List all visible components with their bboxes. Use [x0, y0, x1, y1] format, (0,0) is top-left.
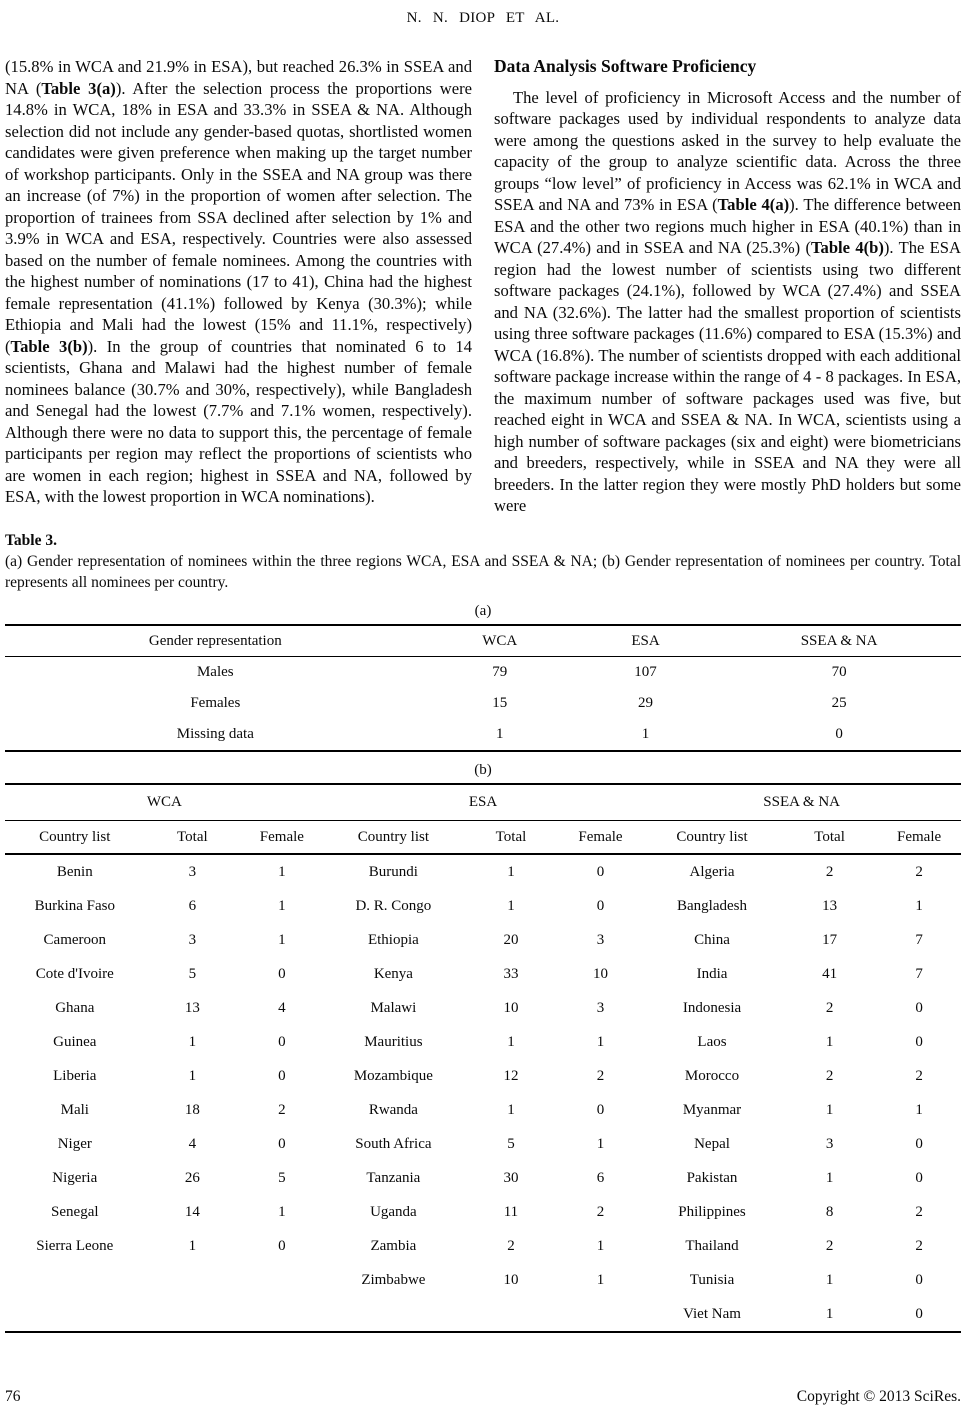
table3b-region-cell: WCA — [146, 793, 182, 810]
table3b-cell: Pakistan — [686, 1169, 738, 1186]
left-column-paragraph — [5, 56, 472, 508]
table3b-cell: 2 — [825, 999, 834, 1016]
table3b-subheader-cell: Country list — [357, 828, 430, 845]
table3b-cell: Sierra Leone — [36, 1237, 114, 1254]
table3b-cell: 7 — [915, 931, 923, 948]
table3b-cell: Benin — [56, 863, 93, 880]
table3b-cell: South Africa — [355, 1135, 432, 1152]
table3b-cell: 1 — [507, 1101, 515, 1118]
bold-text-run: Table 3(b) — [10, 336, 88, 356]
table3b-cell: 3 — [188, 931, 197, 948]
table3b-cell: Liberia — [53, 1067, 97, 1084]
table3b-cell: Zambia — [370, 1237, 417, 1254]
table3b-cell: 1 — [278, 931, 286, 948]
table3b-cell: 0 — [596, 897, 605, 914]
table3b-row — [5, 991, 961, 1025]
table3a-cell: 107 — [634, 663, 657, 680]
table3a — [5, 624, 961, 752]
table3b-subheader-cell: Female — [259, 828, 304, 845]
table3b-cell — [5, 1297, 145, 1331]
table3b-cell: 2 — [825, 863, 834, 880]
table3b-cell: Mozambique — [353, 1067, 433, 1084]
table3b-cell: 0 — [915, 1135, 923, 1152]
table3b-cell: 0 — [278, 965, 286, 982]
table3b-cell: 1 — [188, 1033, 197, 1050]
table3b-region-header — [5, 785, 961, 821]
table3a-header-cell: WCA — [482, 632, 518, 649]
table3b-cell: Zimbabwe — [361, 1271, 426, 1288]
table3b-cell: 1 — [825, 1101, 834, 1118]
table3b-cell: Cameroon — [43, 931, 107, 948]
table3b-cell: 3 — [596, 931, 605, 948]
table3b-cell: Mauritius — [364, 1033, 423, 1050]
table3b-cell: 4 — [188, 1135, 197, 1152]
table3b-cell: Ghana — [55, 999, 95, 1016]
copyright-notice: Copyright © 2013 SciRes. — [796, 1388, 961, 1405]
table3b-cell: Laos — [697, 1033, 727, 1050]
table3b-row — [5, 1195, 961, 1229]
table3b-cell: 20 — [503, 931, 519, 948]
text-run: ). The ESA region had the lowest number of scientists using two different software packages (24.1%), followed by WCA (27.4%) and SSEA and NA (32.6%). The latter had the smallest proportion of scientists using three software packages (11.6%) compared to ESA (15.3%) and WCA (16.8%). The number of scientists dropped with each additional software package increase within the range of 4 - 8 packages. In ESA, the maximum number of software packages used was five, but reached eight in WCA and SSEA & NA. In WCA, scientists using a high number of software packages (six and eight) were biometricians and breeders, respectively, while in SSEA and NA they were all breeders. In the latter region they were mostly PhD holders but some were — [494, 238, 961, 515]
table3b-cell: India — [696, 965, 728, 982]
running-head: N. N. DIOP ET AL. — [406, 10, 560, 26]
table3b-cell — [463, 1297, 559, 1331]
table3a-header-cell: SSEA & NA — [800, 632, 878, 649]
table3b-cell: 0 — [915, 1305, 923, 1322]
table3b-row — [5, 1093, 961, 1127]
table3b-cell: 1 — [825, 1305, 834, 1322]
table3b-cell: Tanzania — [366, 1169, 421, 1186]
table3b-cell: Senegal — [51, 1203, 99, 1220]
table3b-cell: 1 — [188, 1237, 197, 1254]
table3b-cell — [240, 1297, 323, 1331]
table3b-cell: 10 — [503, 1271, 519, 1288]
table3b-cell: 1 — [507, 897, 515, 914]
table3b-cell: Myanmar — [682, 1101, 742, 1118]
table3b-row — [5, 1263, 961, 1297]
table3b-cell: 1 — [278, 897, 286, 914]
table3b-cell: 0 — [915, 999, 923, 1016]
table3b-cell: 5 — [278, 1169, 286, 1186]
table3b-subheader-cell: Female — [897, 828, 942, 845]
table3b-cell: 4 — [278, 999, 286, 1016]
table3b — [5, 783, 961, 1333]
table3b-cell: 2 — [825, 1237, 834, 1254]
table3b-cell: Guinea — [53, 1033, 97, 1050]
table3b-cell: 2 — [596, 1067, 605, 1084]
table3b-cell: 2 — [596, 1203, 605, 1220]
table3b-cell: Tunisia — [689, 1271, 735, 1288]
table3b-cell: Cote d'Ivoire — [35, 965, 114, 982]
table3b-subheader-cell: Country list — [676, 828, 748, 845]
table3b-row — [5, 957, 961, 991]
table3b-cell: 2 — [507, 1237, 515, 1254]
table3b-cell: 0 — [278, 1237, 286, 1254]
table3b-row — [5, 1025, 961, 1059]
body-columns — [5, 56, 961, 517]
table3b-cell — [5, 1263, 145, 1297]
table3b-cell: 0 — [915, 1271, 923, 1288]
page-number: 76 — [5, 1388, 21, 1405]
table3b-cell: 41 — [822, 965, 838, 982]
table3b-cell: 1 — [596, 1033, 605, 1050]
table3b-cell: 3 — [596, 999, 605, 1016]
table3b-cell: Indonesia — [682, 999, 742, 1016]
table3b-cell: 26 — [184, 1169, 200, 1186]
table3b-row — [5, 1161, 961, 1195]
table3b-cell: 1 — [825, 1033, 834, 1050]
table3b-cell: Rwanda — [368, 1101, 418, 1118]
page-footer — [5, 1388, 961, 1406]
table3b-cell: Niger — [57, 1135, 92, 1152]
table3b-cell — [324, 1297, 464, 1331]
table3b-cell: 0 — [278, 1033, 286, 1050]
table3b-cell: 0 — [596, 863, 605, 880]
table3b-subheader-cell: Total — [495, 828, 527, 845]
table3b-cell: D. R. Congo — [355, 897, 432, 914]
table3-caption-title: Table 3. — [5, 531, 57, 549]
table3b-cell — [145, 1297, 241, 1331]
table3b-cell: Philippines — [678, 1203, 746, 1220]
table3b-subheader — [5, 821, 961, 855]
table3b-cell: 3 — [825, 1135, 834, 1152]
table3b-cell: 1 — [825, 1271, 834, 1288]
table3b-row — [5, 855, 961, 889]
table3b-cell: Kenya — [373, 965, 413, 982]
table3b-cell: 2 — [915, 863, 923, 880]
table3-caption-body: (a) Gender representation of nominees within the three regions WCA, ESA and SSEA & NA; (b) Gender representation of nominees per country. Total represents all nominees per country. — [5, 552, 961, 591]
table3a-cell: 29 — [637, 694, 653, 711]
table3b-cell: 2 — [278, 1101, 286, 1118]
table3b-cell: 13 — [822, 897, 838, 914]
table3b-region-cell: ESA — [468, 793, 498, 810]
table3a-cell: 0 — [835, 725, 843, 742]
right-column-paragraph — [494, 87, 961, 517]
table3b-body — [5, 855, 961, 1331]
table3b-cell: 5 — [188, 965, 197, 982]
table3b-cell: 5 — [507, 1135, 515, 1152]
table3b-cell — [145, 1263, 241, 1297]
table3b-cell: 6 — [596, 1169, 605, 1186]
table3a-cell: Males — [196, 663, 234, 680]
table3b-cell: Mali — [60, 1101, 89, 1118]
table3b-cell: Burundi — [368, 863, 418, 880]
table3b-cell: 1 — [188, 1067, 197, 1084]
table3b-cell: 0 — [915, 1169, 923, 1186]
table3b-cell: 10 — [503, 999, 519, 1016]
table3a-header-cell: Gender representation — [148, 632, 282, 649]
text-run: ). After the selection process the proportions were 14.8% in WCA, 18% in ESA and 33.3% in SSEA & NA. Although selection did not include any gender-based quotas, shortlisted women candidates were given preference when making up the target number of workshop participants. Only in the SSEA and NA group was there an increase (of 7%) in the proportion of women after selection. The proportion of trainees from SSA declined after selection by 1% and 3.9% in WCA and ESA, respectively. Countries were also assessed based on the number of female nominees. Among the countries with the highest number of nominations (17 to 41), China had the highest female representation (41.1%) followed by Kenya (30.3%); while Ethiopia and Mali had the lowest (15% and 11.1%, respectively) ( — [5, 78, 472, 356]
table3a-header-cell: ESA — [631, 632, 660, 649]
table3b-cell: Nepal — [694, 1135, 730, 1152]
table3b-cell: 2 — [915, 1237, 923, 1254]
table3b-cell: 8 — [825, 1203, 834, 1220]
text-run: ). In the group of countries that nominated 6 to 14 scientists, Ghana and Malawi had the highest number of female nominees balance (30.7% and 30%, respectively), while Bangladesh and Senegal had the lowest (7.7% and 7.1% women, respectively). Although there were no data to support this, the percentage of female participants per region may reflect the proportions of scientists who are women in each region; highest in SSEA and NA, followed by ESA, with the lowest proportion in WCA nominations). — [5, 336, 472, 506]
table3b-cell: 1 — [596, 1135, 605, 1152]
table3a-cell: 1 — [641, 725, 650, 742]
table3a-cell: 1 — [495, 725, 504, 742]
bold-text-run: Table 4(b) — [810, 238, 884, 257]
table3b-subheader-cell: Country list — [39, 828, 111, 845]
table3b-cell: 1 — [915, 897, 923, 914]
table3b-cell: Algeria — [689, 863, 735, 880]
table3b-cell: 10 — [592, 965, 608, 982]
table3b-cell: Morocco — [684, 1067, 740, 1084]
table3b-subheader-cell: Total — [814, 828, 845, 845]
table3a-cell: 15 — [492, 694, 508, 711]
table3a-cell: 79 — [492, 663, 508, 680]
table3b-cell: 30 — [503, 1169, 519, 1186]
table3b-row — [5, 923, 961, 957]
table3b-cell: 1 — [507, 863, 515, 880]
table3b-cell: 33 — [503, 965, 519, 982]
table3a-header — [5, 626, 961, 657]
table3b-cell: 0 — [278, 1135, 286, 1152]
table3b-cell: Thailand — [685, 1237, 739, 1254]
table3b-cell: China — [694, 931, 730, 948]
table3b-cell: 13 — [184, 999, 200, 1016]
table3b-cell: 6 — [188, 897, 197, 914]
table3b-cell: 1 — [278, 1203, 286, 1220]
table3b-row — [5, 1127, 961, 1161]
table3-caption — [5, 530, 961, 593]
text-run: (15.8% in WCA and 21.9% in ESA), but reached 26.3% in SSEA and NA ( — [5, 57, 472, 98]
table3b-cell: 1 — [825, 1169, 834, 1186]
table3b-row — [5, 889, 961, 923]
table3b-cell: Ethiopia — [367, 931, 419, 948]
right-column — [494, 56, 961, 517]
table3b-cell: Burkina Faso — [34, 897, 115, 914]
table3b-cell: 0 — [596, 1101, 605, 1118]
table3a-cell: 70 — [831, 663, 847, 680]
table3a-row — [5, 657, 961, 688]
table3a-cell: Females — [190, 694, 241, 711]
text-run: The level of proficiency in Microsoft Access and the number of software packages used by individual respondents to analyze data were among the questions asked in the survey to help evaluate the capacity of the group to analyze scientific data. Across the three groups “low level” of proficiency in Access was 62.1% in WCA and SSEA and NA and 73% in ESA ( — [494, 87, 961, 214]
table3b-cell: Bangladesh — [677, 897, 747, 914]
table3a-cell: Missing data — [176, 725, 254, 742]
table3b-cell: 14 — [184, 1203, 200, 1220]
table3b-label: (b) — [474, 761, 492, 778]
table3b-cell: 3 — [188, 863, 197, 880]
text-run: ). The difference between ESA and the other two regions much higher in ESA (40.1%) than in WCA (27.4%) and in SSEA and NA (25.3%) ( — [494, 195, 962, 257]
table3b-cell: 1 — [507, 1033, 515, 1050]
table3b-cell: Uganda — [370, 1203, 417, 1220]
bold-text-run: Table 3(a) — [41, 78, 116, 98]
table3b-row — [5, 1229, 961, 1263]
table3b-cell: 12 — [503, 1067, 519, 1084]
table3b-cell: 11 — [503, 1203, 519, 1220]
table3b-cell: 1 — [596, 1237, 605, 1254]
table3a-label: (a) — [474, 602, 492, 619]
table3b-region-cell: SSEA & NA — [763, 793, 840, 810]
table3b-cell: Malawi — [370, 999, 417, 1016]
table3b-subheader-cell: Female — [578, 828, 623, 845]
table3b-cell: 1 — [278, 863, 286, 880]
table3b-row — [5, 1059, 961, 1093]
table3b-cell: 18 — [184, 1101, 200, 1118]
table3b-cell: 2 — [915, 1067, 923, 1084]
table3b-cell — [559, 1297, 642, 1331]
table3b-cell: 0 — [278, 1067, 286, 1084]
table3b-cell — [240, 1263, 323, 1297]
table3b-cell: 2 — [825, 1067, 834, 1084]
table3b-cell: 1 — [596, 1271, 605, 1288]
table3b-cell: 7 — [915, 965, 923, 982]
table3b-cell: Viet Nam — [683, 1305, 741, 1322]
table3b-cell: Nigeria — [52, 1169, 98, 1186]
left-column — [5, 56, 472, 517]
table3a-cell: 25 — [831, 694, 847, 711]
table3b-cell: 0 — [915, 1033, 923, 1050]
table3b-subheader-cell: Total — [177, 828, 208, 845]
section-heading: Data Analysis Software Proficiency — [494, 56, 757, 76]
table3a-body — [5, 657, 961, 750]
bold-text-run: Table 4(a) — [717, 195, 790, 214]
table3b-cell: 17 — [822, 931, 838, 948]
table3a-row — [5, 719, 961, 750]
table3b-cell: 2 — [915, 1203, 923, 1220]
table3b-row — [5, 1297, 961, 1331]
table3a-row — [5, 688, 961, 719]
table3b-cell: 1 — [915, 1101, 923, 1118]
